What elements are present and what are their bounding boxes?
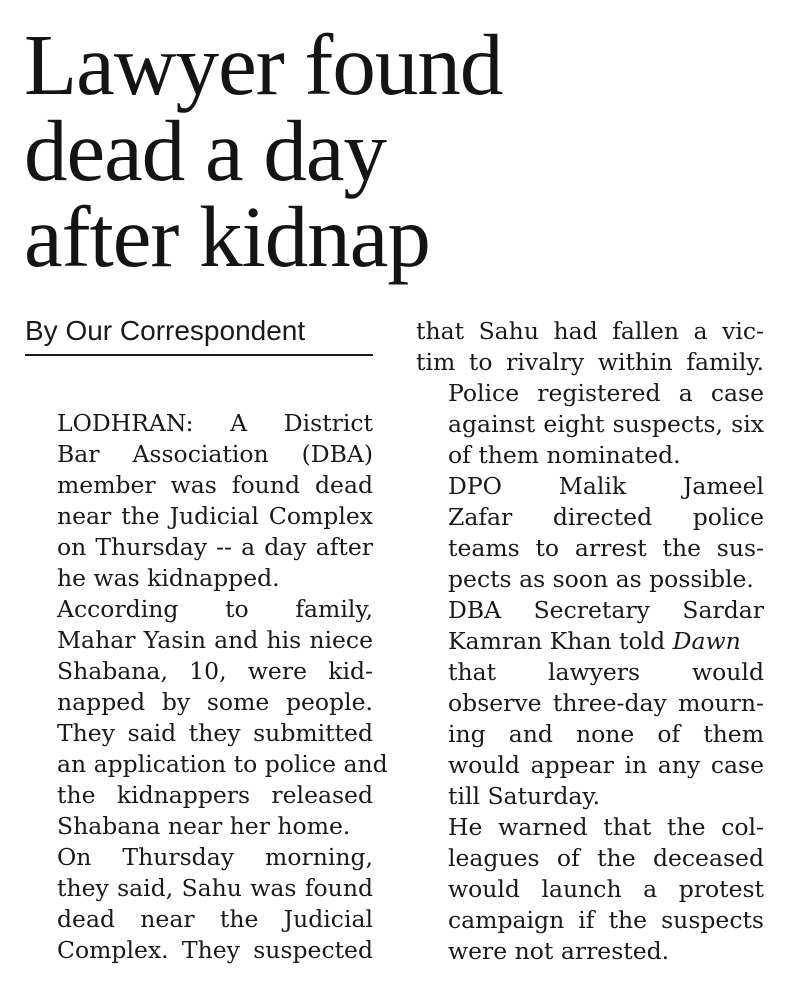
text-line: Shabana near her home. bbox=[57, 812, 351, 840]
text-line: LODHRAN: A District bbox=[57, 409, 373, 437]
text-line: member was found dead bbox=[57, 471, 373, 499]
paragraph bbox=[25, 842, 373, 966]
text-line: an application to police and bbox=[57, 750, 388, 778]
text-line bbox=[416, 626, 764, 657]
paragraph bbox=[416, 471, 764, 595]
text-line: against eight suspects, six bbox=[448, 410, 764, 438]
text-line: of them nominated. bbox=[448, 441, 681, 469]
headline-line: after kidnap bbox=[24, 188, 430, 285]
text-line: Bar Association (DBA) bbox=[57, 440, 373, 468]
paragraph bbox=[416, 595, 764, 812]
text-line: napped by some people. bbox=[57, 688, 373, 716]
text-line: he was kidnapped. bbox=[57, 564, 280, 592]
paragraph bbox=[416, 812, 764, 967]
article-column-right bbox=[416, 316, 764, 967]
newspaper-name: Dawn bbox=[672, 627, 741, 655]
byline: By Our Correspondent bbox=[25, 314, 373, 356]
headline bbox=[24, 16, 724, 285]
text-line: they said, Sahu was found bbox=[57, 874, 373, 902]
text-line: were not arrested. bbox=[448, 937, 670, 965]
text-line: Zafar directed police bbox=[448, 503, 764, 531]
headline-line: dead a day bbox=[24, 102, 386, 199]
text-line: would launch a protest bbox=[448, 875, 764, 903]
text-line: pects as soon as possible. bbox=[448, 565, 754, 593]
article-column-left bbox=[25, 408, 388, 966]
text-line: that Sahu had fallen a vic- bbox=[416, 317, 764, 345]
text-line: Mahar Yasin and his niece bbox=[57, 626, 373, 654]
text-line: According to family, bbox=[57, 595, 373, 623]
text-line: campaign if the suspects bbox=[448, 906, 764, 934]
text-line: leagues of the deceased bbox=[448, 844, 764, 872]
text-line: observe three-day mourn- bbox=[448, 689, 764, 717]
text-line: near the Judicial Complex bbox=[57, 502, 373, 530]
text-line: Complex. They suspected bbox=[57, 936, 373, 964]
text-line: He warned that the col- bbox=[448, 813, 764, 841]
text-line: that lawyers would bbox=[448, 658, 764, 686]
text-line: the kidnappers released bbox=[57, 781, 373, 809]
text-line: teams to arrest the sus- bbox=[448, 534, 764, 562]
text-line: DPO Malik Jameel bbox=[448, 472, 764, 500]
paragraph bbox=[25, 408, 373, 594]
text-line: dead near the Judicial bbox=[57, 905, 373, 933]
text-run: Kamran Khan told bbox=[448, 627, 666, 655]
headline-line: Lawyer found bbox=[24, 16, 503, 113]
paragraph-continued bbox=[416, 316, 764, 378]
text-line: DBA Secretary Sardar bbox=[448, 596, 764, 624]
text-line: would appear in any case bbox=[448, 751, 764, 779]
text-line: tim to rivalry within family. bbox=[416, 348, 764, 376]
paragraph bbox=[416, 378, 764, 471]
text-line: Shabana, 10, were kid- bbox=[57, 657, 373, 685]
text-line: on Thursday -- a day after bbox=[57, 533, 373, 561]
text-line: Police registered a case bbox=[448, 379, 764, 407]
text-line: They said they submitted bbox=[57, 719, 373, 747]
text-line: till Saturday. bbox=[448, 782, 601, 810]
paragraph bbox=[25, 594, 388, 842]
text-line: ing and none of them bbox=[448, 720, 764, 748]
text-line: On Thursday morning, bbox=[57, 843, 373, 871]
